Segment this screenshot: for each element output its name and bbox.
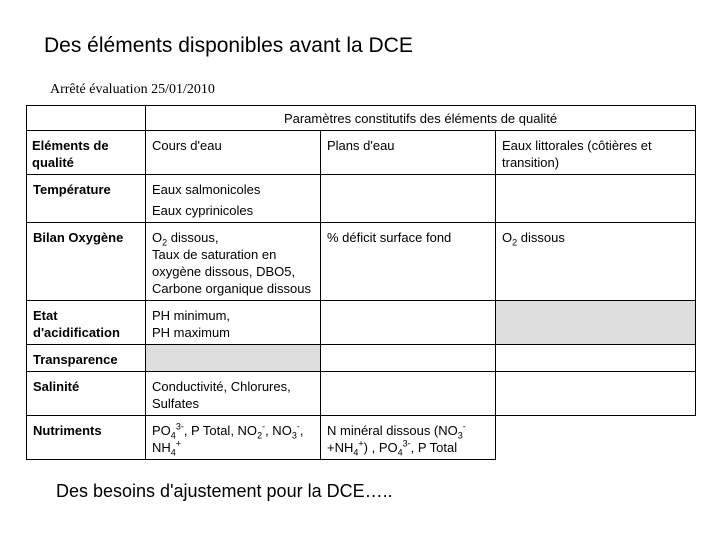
footer-note: Des besoins d'ajustement pour la DCE…..: [56, 481, 393, 501]
no3-sup: -: [296, 421, 300, 432]
no2-sup: -: [262, 421, 266, 432]
po4-sub: 4: [170, 430, 176, 441]
no2-sub: 2: [257, 430, 263, 441]
row-label-oxygen: Bilan Oxygène: [27, 223, 146, 301]
ph-maximum: PH maximum: [152, 325, 231, 340]
cell-nutriments-cours: [146, 416, 321, 460]
cell-nutriments-littoral: [496, 416, 696, 460]
cell-oxygen-cours: [146, 223, 321, 301]
header-span-cell: Paramètres constitutifs des éléments de qualité: [146, 106, 696, 131]
plans-nh4-text: +NH: [327, 440, 354, 455]
nh4-sup: +: [175, 438, 182, 449]
plans-po4-sub: 4: [397, 447, 403, 458]
plans-no3-sup: -: [462, 421, 466, 432]
page-title: Des éléments disponibles avant la DCE: [44, 34, 413, 57]
table-col-header-row: [27, 131, 696, 175]
o2-subscript: 2: [162, 237, 168, 248]
cell-transparence-littoral: [496, 345, 696, 372]
o2-dissous-text: dissous,: [167, 230, 219, 245]
ph-minimum: PH minimum,: [152, 308, 231, 323]
temperature-cyprinicoles: Eaux cyprinicoles: [152, 203, 254, 218]
temperature-salmonicoles: Eaux salmonicoles: [152, 182, 261, 197]
table-row-oxygen: [27, 223, 696, 301]
row-label-nutriments: Nutriments: [27, 416, 146, 460]
cell-nutriments-plans: [321, 416, 496, 460]
cell-temperature-littoral: [496, 175, 696, 223]
cell-acid-cours: [146, 301, 321, 345]
table-row-salinite: [27, 372, 696, 416]
littoral-o2-subscript: 2: [512, 237, 518, 248]
no3-sub: 3: [291, 430, 297, 441]
plans-ptotal-text: , P Total: [410, 440, 458, 455]
quality-elements-table: [26, 105, 696, 460]
cell-salinite-plans: [321, 372, 496, 416]
po4-sup: 3-: [175, 421, 184, 432]
cell-oxygen-plans: % déficit surface fond: [321, 223, 496, 301]
no3-text: , NO: [265, 423, 292, 438]
cell-oxygen-littoral: [496, 223, 696, 301]
col-header-plans-eau: Plans d'eau: [321, 131, 496, 175]
plans-nh4-sub: 4: [353, 447, 359, 458]
cell-transparence-plans: [321, 345, 496, 372]
littoral-o2-symbol: O: [502, 230, 513, 245]
n-mineral-text: N minéral dissous (NO: [327, 423, 458, 438]
plans-po4-sup: 3-: [402, 438, 411, 449]
row-label-temperature: Température: [27, 175, 146, 223]
table-row-temperature: [27, 175, 696, 223]
ptotal-no2-text: , P Total, NO: [183, 423, 258, 438]
subtitle-arrete: Arrêté évaluation 25/01/2010: [50, 82, 215, 97]
row-label-salinite: Salinité: [27, 372, 146, 416]
col-header-cours-eau: Cours d'eau: [146, 131, 321, 175]
table-row-nutriments: [27, 416, 696, 460]
plans-no3-sub: 3: [457, 430, 463, 441]
cell-temperature-plans: [321, 175, 496, 223]
cell-temperature-cours: [146, 175, 321, 223]
nh4-text: , NH: [152, 423, 304, 455]
cell-acid-plans: [321, 301, 496, 345]
cell-acid-littoral-gray: [496, 301, 696, 345]
table-header-span-row: [27, 106, 696, 131]
row-label-acidification: Etat d'acidification: [27, 301, 146, 345]
po4-symbol: PO: [152, 423, 171, 438]
row-label-transparence: Transparence: [27, 345, 146, 372]
cell-salinite-littoral: [496, 372, 696, 416]
table-row-acidification: [27, 301, 696, 345]
oxygen-saturation-text: Taux de saturation en oxygène dissous, DBO5, Carbone organique dissous: [152, 247, 311, 296]
table-row-transparence: [27, 345, 696, 372]
col-header-elements: Eléments de qualité: [27, 131, 146, 175]
o2-symbol: O: [152, 230, 163, 245]
plans-nh4-sup: +: [358, 438, 364, 449]
nh4-sub: 4: [170, 447, 176, 458]
littoral-o2-dissous: dissous: [517, 230, 565, 245]
cell-salinite-cours: Conductivité, Chlorures, Sulfates: [146, 372, 321, 416]
col-header-eaux-littorales: Eaux littorales (côtières et transition): [496, 131, 696, 175]
plans-po4-text: ) , PO: [363, 440, 398, 455]
cell-transparence-cours-gray: [146, 345, 321, 372]
